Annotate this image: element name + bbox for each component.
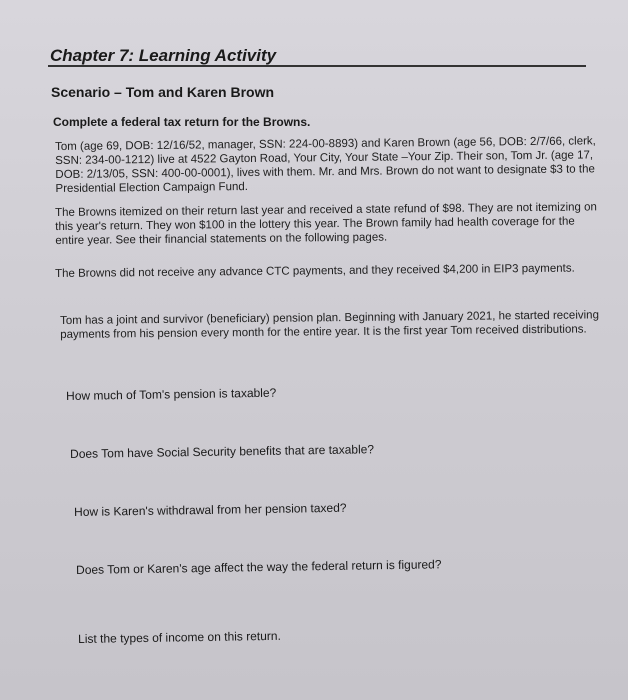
question-4: Does Tom or Karen's age affect the way the federal return is figured? <box>76 557 442 577</box>
question-3: How is Karen's withdrawal from her pension taxed? <box>74 500 347 519</box>
question-5: List the types of income on this return. <box>78 628 281 646</box>
paragraph-pension: Tom has a joint and survivor (beneficiary) pension plan. Beginning with January 2021, he started receiving payments from his pension every month for the entire year. It is the first year Tom received distributions. <box>60 309 599 341</box>
chapter-title: Chapter 7: Learning Activity <box>50 46 277 65</box>
instruction-heading: Complete a federal tax return for the Browns. <box>53 115 311 129</box>
question-1: How much of Tom's pension is taxable? <box>66 385 277 403</box>
paragraph-payments: The Browns did not receive any advance CTC payments, and they received $4,200 in EIP3 payments. <box>55 262 575 280</box>
scenario-title: Scenario – Tom and Karen Brown <box>51 84 275 100</box>
title-underline <box>48 65 586 67</box>
paragraph-family-info: Tom (age 69, DOB: 12/16/52, manager, SSN: 224-00-8893) and Karen Brown (age 56, DOB: 2/7/66, clerk, SSN: 234-00-1212) live at 4522 Gayton Road, Your City, Your State –Your Zip. Their son, Tom Jr. (age 17, DOB: 2/13/05, SSN: 400-00-0001), lives with them. Mr. and Mrs. Brown do not want to designate $3 to the Presidential Election Campaign Fund. <box>55 135 596 195</box>
paragraph-itemizing: The Browns itemized on their return last year and received a state refund of $98. They are not itemizing on this year's return. They won $100 in the lottery this year. The Brown family had health coverage for the entire year. See their financial statements on the following pages. <box>55 201 597 247</box>
question-2: Does Tom have Social Security benefits that are taxable? <box>70 442 375 461</box>
